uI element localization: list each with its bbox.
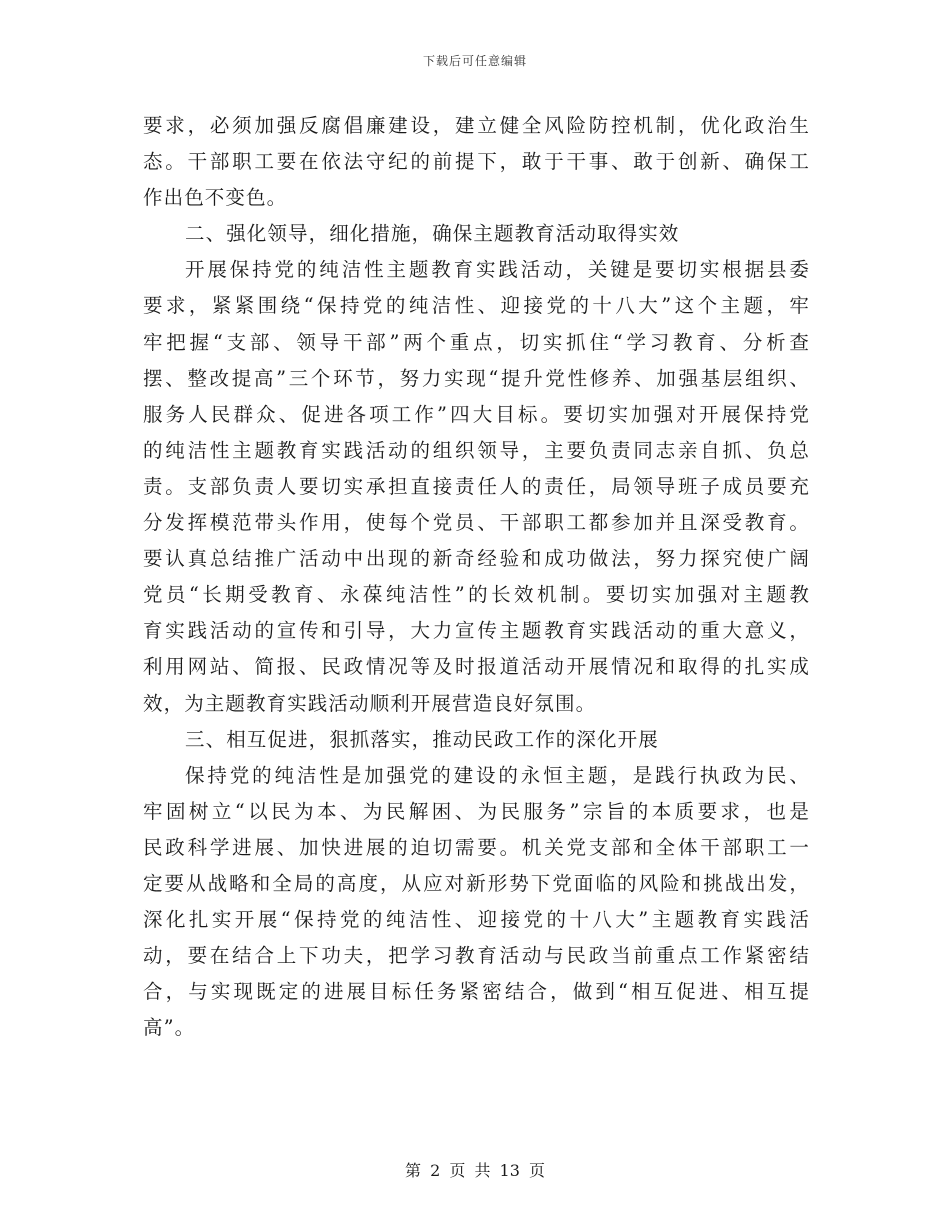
paragraph-line: 育实践活动的宣传和引导，大力宣传主题教育实践活动的重大意义，: [143, 619, 810, 643]
paragraph-line: 要求，必须加强反腐倡廉建设，建立健全风险防控机制，优化政治生: [143, 114, 810, 137]
paragraph-line: 责。支部负责人要切实承担直接责任人的责任，局领导班子成员要充: [143, 474, 810, 498]
paragraph-line: 民政科学进展、加快进展的迫切需要。机关党支部和全体干部职工一: [143, 835, 810, 859]
paragraph-line: 服务人民群众、促进各项工作”四大目标。要切实加强对开展保持党: [143, 402, 810, 426]
paragraph-line: 定要从战略和全局的高度，从应对新形势下党面临的风险和挑战出发，: [143, 871, 810, 895]
section-heading: 三、相互促进，狠抓落实，推动民政工作的深化开展: [185, 727, 659, 751]
paragraph-line: 效，为主题教育实践活动顺利开展营造良好氛围。: [143, 691, 597, 715]
paragraph-line: 要认真总结推广活动中出现的新奇经验和成功做法，努力探究使广阔: [143, 547, 810, 571]
paragraph-line: 利用网站、简报、民政情况等及时报道活动开展情况和取得的扎实成: [143, 655, 810, 679]
paragraph-line: 党员“长期受教育、永葆纯洁性”的长效机制。要切实加强对主题教: [143, 583, 810, 607]
paragraph-line: 牢把握“支部、领导干部”两个重点，切实抓住“学习教育、分析查: [143, 330, 810, 354]
paragraph-line: 作出色不变色。: [143, 186, 288, 210]
paragraph-line: 保持党的纯洁性是加强党的建设的永恒主题，是践行执政为民、: [185, 763, 810, 787]
paragraph-line: 深化扎实开展“保持党的纯洁性、迎接党的十八大”主题教育实践活: [143, 908, 810, 932]
paragraph-line: 高”。: [143, 1016, 196, 1040]
paragraph-line: 要求，紧紧围绕“保持党的纯洁性、迎接党的十八大”这个主题，牢: [143, 294, 810, 318]
paragraph-line: 的纯洁性主题教育实践活动的组织领导，主要负责同志亲自抓、负总: [143, 438, 810, 462]
paragraph-line: 牢固树立“以民为本、为民解困、为民服务”宗旨的本质要求，也是: [143, 799, 810, 823]
paragraph-line: 合，与实现既定的进展目标任务紧密结合，做到“相互促进、相互提: [143, 980, 810, 1004]
document-body: [143, 108, 810, 1046]
paragraph-line: 动，要在结合上下功夫，把学习教育活动与民政当前重点工作紧密结: [143, 944, 810, 968]
paragraph-line: 开展保持党的纯洁性主题教育实践活动，关键是要切实根据县委: [185, 258, 810, 282]
page-number-footer: 第 2 页 共 13 页: [405, 1161, 545, 1180]
paragraph-line: 分发挥模范带头作用，使每个党员、干部职工都参加并且深受教育。: [143, 511, 810, 535]
section-heading: 二、强化领导，细化措施，确保主题教育活动取得实效: [185, 222, 680, 246]
paragraph-line: 态。干部职工要在依法守纪的前提下，敢于干事、敢于创新、确保工: [143, 150, 810, 174]
paragraph-line: 摆、整改提高”三个环节，努力实现“提升党性修养、加强基层组织、: [143, 366, 810, 390]
page-header: 下载后可任意编辑: [422, 54, 527, 68]
